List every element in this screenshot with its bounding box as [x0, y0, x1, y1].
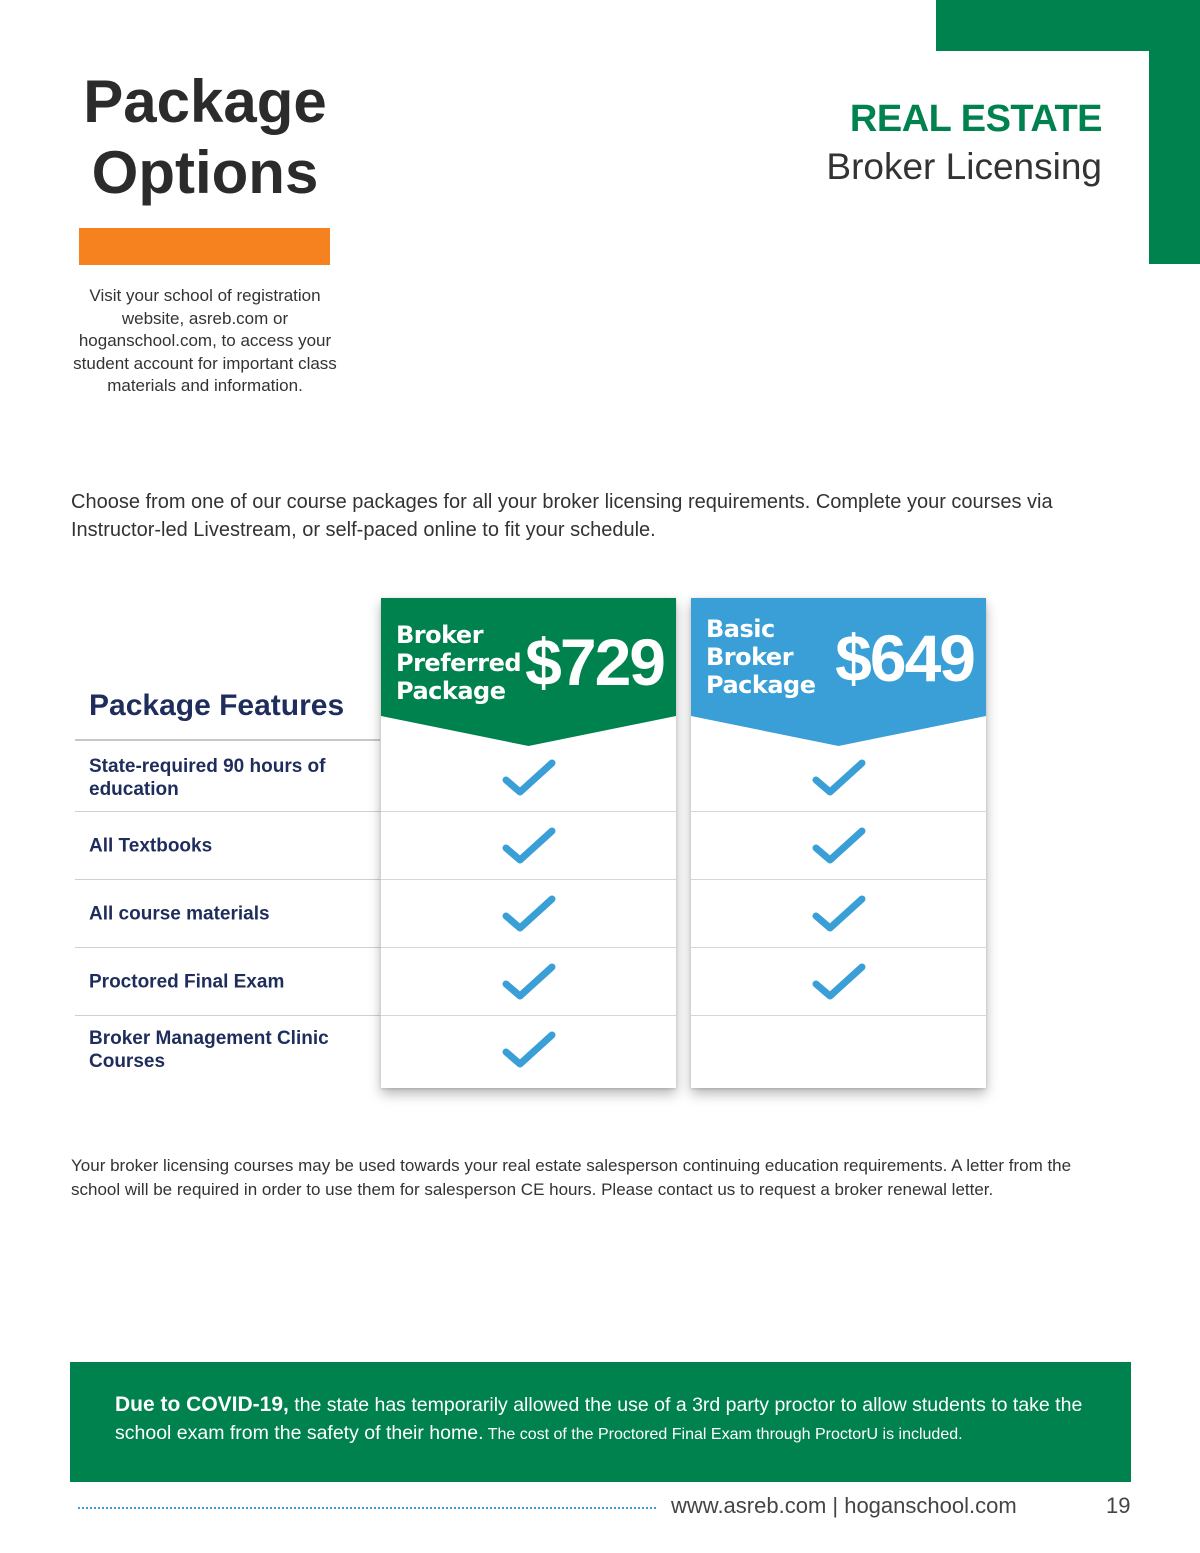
intro-note: Visit your school of registration website, asreb.com or hoganschool.com, to access your student account for important class materials and information. [73, 286, 337, 395]
feature-label: Proctored Final Exam [89, 971, 285, 992]
check-cell [691, 812, 986, 880]
check-cell [691, 948, 986, 1016]
package-name-preferred [396, 621, 522, 705]
covid-notice [70, 1362, 1131, 1482]
check-cell [381, 1016, 676, 1084]
feature-row [75, 880, 380, 948]
brand-subtitle: Broker Licensing [826, 146, 1102, 187]
package-name-basic [706, 615, 816, 699]
package-card-preferred [381, 598, 676, 1088]
covid-notice-text [115, 1391, 1105, 1449]
page-title [80, 66, 330, 208]
package-name-line: Basic [706, 615, 775, 643]
ce-note-paragraph: Your broker licensing courses may be used towards your real estate salesperson continuing education requirements. A letter from the school will be required in order to use them for salesperson CE hours. Please contact us to request a broker renewal letter. [71, 1156, 1072, 1199]
check-cell [381, 744, 676, 812]
feature-row [75, 744, 380, 812]
checkmark-icon [812, 894, 866, 934]
footer-url[interactable]: www.asreb.com | hoganschool.com [671, 1493, 1017, 1518]
covid-notice-bold: Due to COVID-19, [115, 1393, 289, 1416]
package-card-basic [691, 598, 986, 1088]
feature-label: State-required 90 hours of education [89, 755, 326, 800]
lead-paragraph: Choose from one of our course packages for all your broker licensing requirements. Complete your courses via Instructor-led Livestream, or self-paced online to fit your schedule. [71, 491, 1053, 541]
feature-row [75, 812, 380, 880]
orange-accent-bar [79, 228, 330, 265]
package-name-line: Broker [396, 621, 484, 649]
checkmark-icon [502, 1030, 556, 1070]
check-cell [691, 880, 986, 948]
package-name-line: Package [706, 671, 816, 699]
package-name-line: Preferred [396, 649, 522, 677]
feature-label: All Textbooks [89, 835, 213, 856]
page-number: 19 [1106, 1493, 1131, 1518]
check-cell [691, 1016, 986, 1084]
brand-title: REAL ESTATE [849, 98, 1102, 140]
features-heading: Package Features [89, 689, 345, 722]
package-name-line: Package [396, 677, 506, 705]
page-title-line1: Package [83, 68, 327, 135]
footer-dotted-rule [78, 1507, 656, 1509]
package-name-line: Broker [706, 643, 794, 671]
covid-notice-main: the state has temporarily allowed the use of a 3rd party proctor to allow students to take the school exam from the safety of their home. [115, 1394, 1083, 1444]
checkmark-icon [502, 758, 556, 798]
feature-label: All course materials [89, 903, 270, 924]
checkmark-icon [812, 826, 866, 866]
covid-notice-small: The cost of the Proctored Final Exam through ProctorU is included. [483, 1426, 963, 1443]
feature-row [75, 1016, 380, 1084]
check-cell [381, 880, 676, 948]
features-divider [75, 739, 380, 741]
feature-label: Broker Management Clinic Courses [89, 1028, 329, 1072]
checkmark-icon [502, 962, 556, 1002]
page-title-line2: Options [91, 139, 319, 206]
checkmark-icon [502, 894, 556, 934]
package-price-preferred: $729 [525, 625, 664, 699]
check-cell [691, 744, 986, 812]
feature-row [75, 948, 380, 1016]
checkmark-icon [502, 826, 556, 866]
corner-accent-side [1149, 0, 1200, 264]
checkmark-icon [812, 758, 866, 798]
check-cell [381, 812, 676, 880]
check-cell [381, 948, 676, 1016]
package-price-basic: $649 [835, 621, 974, 695]
checkmark-icon [812, 962, 866, 1002]
